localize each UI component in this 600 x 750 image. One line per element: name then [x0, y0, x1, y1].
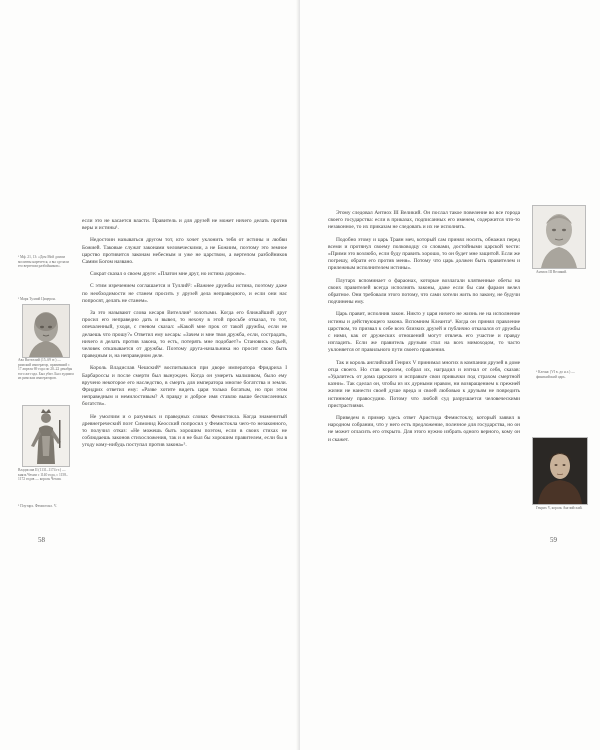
- portrait-caption: Генрих V, король Английский.: [536, 506, 583, 510]
- portrait-caption: Антиох III Великий.: [536, 270, 568, 274]
- page-number: 58: [38, 536, 45, 544]
- right-page: [300, 0, 600, 750]
- paragraph: Подобно этому и царь Траян меч, который сам принял носить, обнажил перед всеми и протянул своему полководцу со словами, достойными царской чести: «Прими это возлюбо, если буду править хорошо, то он будет мне защитой. Если же погрешу, обрати его против меня». Потому что царь должен быть правителем и прилежным исполнителем истины».: [328, 236, 520, 272]
- margin-note: ⁶ Клеанс (VI в. до н.э.) — финикийский царь.: [536, 370, 575, 379]
- left-page-body: [82, 218, 287, 455]
- king-figure-illustration: [23, 406, 69, 466]
- portrait-vladislav: [22, 405, 70, 467]
- paragraph: Сократ сказал о своем друге: «Платон мне друг, но истина дороже».: [90, 271, 246, 278]
- paragraph: Не умолчим и о разумных и праведных словах Фемистокла. Когда знаменитый древнегреческий поэт Симонид Кеосский попросил у Фемистокла чего-то незаконного, то получил отказ: «Не можешь быть хорошим поэтом, если в своих стихах не соблюдаешь законов стихосложения, так и я не был бы хорошим правителем, если бы в угоду кому-нибудь поступал против закона»⁵.: [82, 413, 287, 449]
- page-number: 59: [550, 536, 557, 544]
- margin-note: Владислав II (1131–1174 гг.) — князь Чехии с 1140 года, с 1158–1172 годов — король Чехии.: [18, 468, 68, 482]
- paragraph: Плутарх вспоминает о фараонах, которые возлагали клятвенные обеты на своих правителей всегда исполнять законы, даже если бы сам фараон велел обратное. Они требовали этого потому, что сами хотели жить по закону, не будучи подчинены ему.: [328, 277, 520, 306]
- portrait-painting-illustration: [533, 438, 587, 504]
- right-page-body: [328, 210, 520, 449]
- paragraph: За это называют слова кесаря Вителлия³ золотыми. Когда его ближайший друг просил его неправедно дать и вывел, то нехочу в этой просьбе отказал, то тот, опечаленный, уходя, с гневом сказал: «Какой мне прок от такой дружбы, если не делаешь что прошу?» Ответил ему кесарь: «Зачем и мне твоя дружба, если, сострадать, ничего я делать против закона, то есть, потерять мне подобает?» Становись судьей, человек отказывается от дружбы. Поэтому друга-начальника но просит свою быть праведным и, на неправедном деле.: [82, 310, 287, 360]
- bust-illustration: [533, 206, 585, 268]
- paragraph: Царь правит, исполнив закон. Никто у царя ничего не жизнь не на исполнение истины и действующего закона. Вспомним Клеанта⁶. Когда он принял правление царством, то призвал к себе всех близких друзей и публично отказался от дружбы с ними, как от дружеских отношений могут отвлечь его участие и правду изгладить. Если же правитель друзьям стал на всех мимоходом, то часто уклоняется от правильного пути своего правления.: [328, 311, 520, 354]
- portrait-antiochus: [532, 205, 586, 269]
- paragraph: Так и король английский Генрих V принимал многих в компании друзей в доме отца своего. Но став королем, собрал их, наградил и изгнал от себя, сказав: «Удалитесь от дома царского и исправьте свои привычки под страхом смертной казни». Так сделал он, чтобы из их дурными нравом, ни возвращением к прежней жизни не нанести своей душе вреда и своей любовью к друзьям не повредить истинному правосудию. Потому что любой суд разрушается человеческими пристрастиями.: [328, 359, 520, 409]
- portrait-henry-v: [532, 437, 588, 505]
- paragraph: Этому следовал Антиох III Великий. Он послал такое повеление во все города своего государства: если в приказах, подписанных его именем, содержится что-то незаконное, то их приказам не следовать и их не исполнять.: [328, 210, 520, 231]
- margin-note: ⁵ Плутарх. Фемистокл. V.: [18, 504, 57, 508]
- paragraph: Приведем в пример здесь ответ Аристида Фемистоклу, который заявил в народном собрании, что у него есть предложение, полезное для государства, но он не может огласить его открыто. Для этого нужно избрать одного верного, кому он и скажет.: [328, 415, 520, 443]
- paragraph: если это не касается власти. Правитель и для друзей не может ничего делать против веры и истины¹.: [82, 218, 287, 232]
- margin-note: ² Марк Туллий Цицерон.: [18, 297, 56, 301]
- portrait-vitellius: [22, 304, 70, 358]
- paragraph: С этим изречением соглашается и Туллий²: «Важнее дружбы истина, поэтому даже по необходимости не станем просить у друзей дела неправедного, и если они нас попросят, делать не станем».: [82, 283, 287, 304]
- bust-illustration: [23, 305, 69, 357]
- paragraph: Недостоин называться другом тот, кто хочет уклонить тебя от истины и любви Божией. Таковые служат законами человеческими, а не Божиим, поэтому это земное царство противится законам небесным и уже не царством, а вертепом разбойников Самим Богом названо.: [82, 237, 287, 266]
- margin-note: ¹ Мф. 21, 13: «Дом Мой домом молитвы наречется, а вы сделали его вертепом разбойников».: [18, 255, 69, 269]
- margin-note: Авл Вителлий (15–69 гг.) — римский император, правивший с 17 апреля 69 года по 20–22 декабря того же года. Был убит. Был худшим из римских императоров.: [18, 358, 74, 381]
- paragraph: Король Владислав Чешский⁴ воспитывался при дворе императора Фридриха I Барбароссы и после смерти был вынужден. Когда он умереть мальчиком, было ему вручено некоторое его наследство, в смерть для императора многие богатства и земли. Фридрих ответил ему: «Разве хотите видеть царя только богатым, но при этом неправедным и немилостивым? А правду и доброе имя ставлю выше бесчисленных богатств».: [82, 365, 287, 408]
